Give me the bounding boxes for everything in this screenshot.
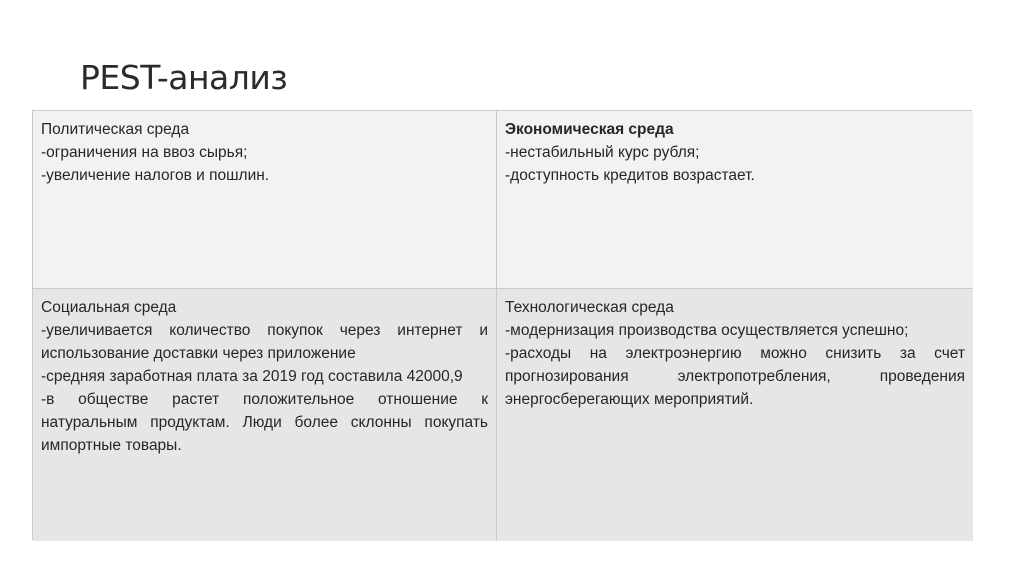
social-item: -в обществе растет положительное отношение к натуральным продуктам. Люди более склонны покупать импортные товары. xyxy=(41,391,488,454)
social-heading: Социальная среда xyxy=(41,299,177,316)
technological-heading: Технологическая среда xyxy=(505,299,674,316)
social-item: -средняя заработная плата за 2019 год составила 42000,9 xyxy=(41,368,463,385)
economic-item: -доступность кредитов возрастает. xyxy=(505,167,755,184)
economic-item: -нестабильный курс рубля; xyxy=(505,144,700,161)
technological-item: -расходы на электроэнергию можно снизить за счет прогнозирования электропотребления, проведения энергосберегающих мероприятий. xyxy=(505,345,965,408)
technological-item: -модернизация производства осуществляется успешно; xyxy=(505,322,909,339)
technological-cell xyxy=(497,289,973,541)
political-heading: Политическая среда xyxy=(41,121,190,138)
slide-title: PEST-анализ xyxy=(80,58,288,97)
social-item: -увеличивается количество покупок через интернет и использование доставки через приложение xyxy=(41,322,488,362)
pest-table xyxy=(32,110,972,540)
political-item: -ограничения на ввоз сырья; xyxy=(41,144,248,161)
political-cell xyxy=(33,111,497,289)
economic-heading: Экономическая среда xyxy=(505,121,674,138)
social-cell xyxy=(33,289,497,541)
political-item: -увеличение налогов и пошлин. xyxy=(41,167,270,184)
economic-cell xyxy=(497,111,973,289)
